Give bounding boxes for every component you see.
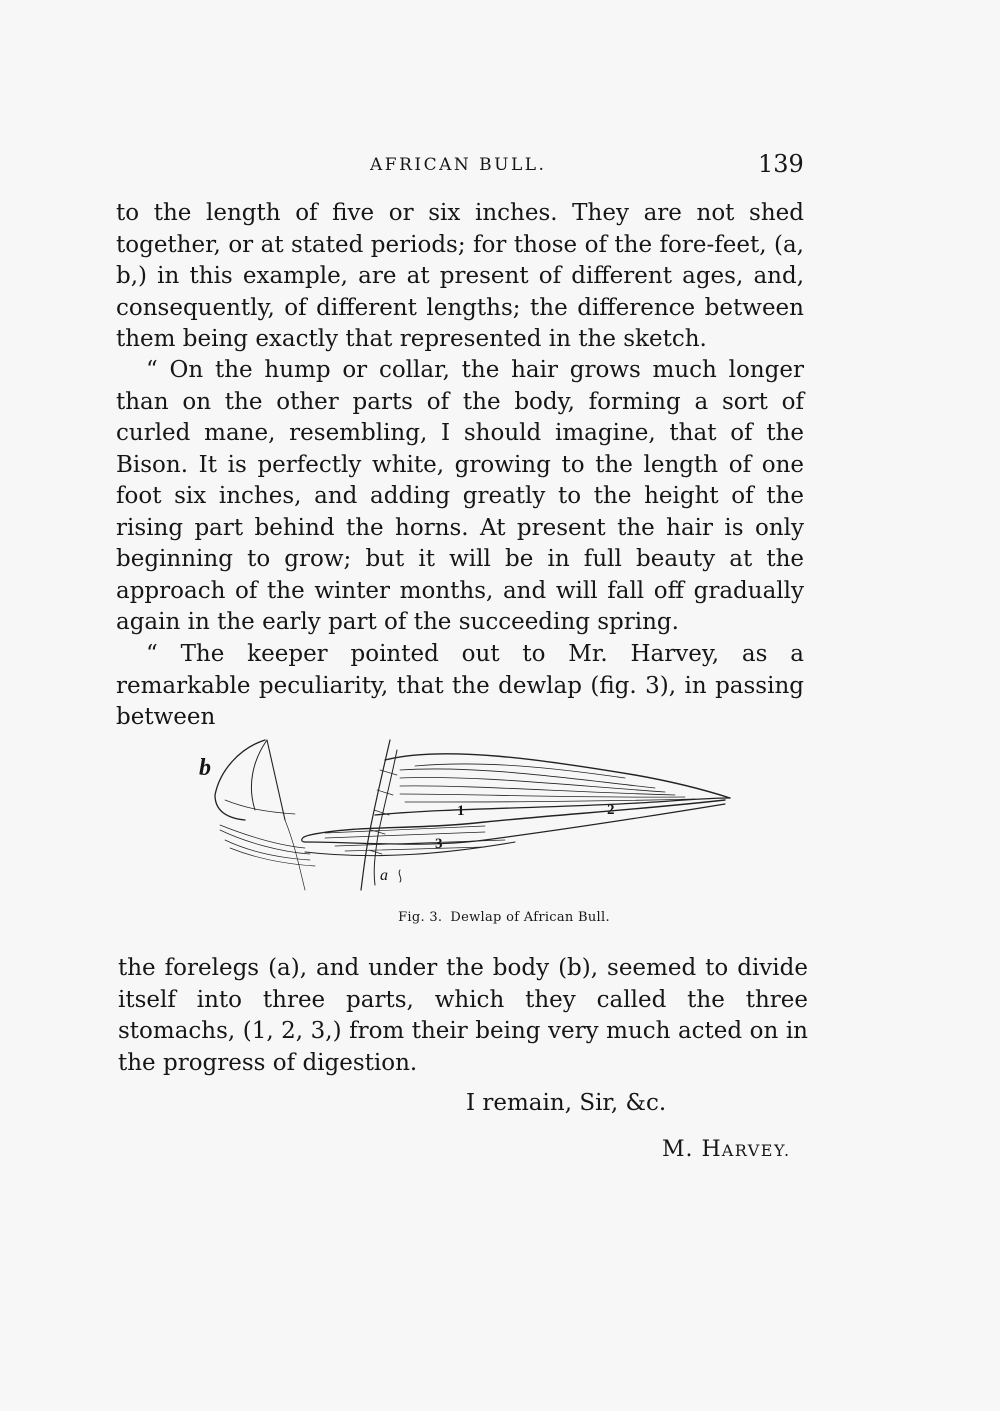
hair-hatching [220,800,315,890]
signature-initial: M. H [662,1137,722,1162]
figure-number: Fig. 3. [398,910,443,925]
paragraph-1: to the length of five or six inches. They are not shed together, or at stated periods; for those of the fore-feet, (a, b,) in this example, are at present of different ages, and, consequently, of different lengths; the difference between them being exactly that represented in the sketch. [116,200,804,352]
paragraph-3: “ The keeper pointed out to Mr. Harvey, as a remarkable peculiarity, that the dewlap (fig. 3), in passing between [116,641,804,730]
label-1: 1 [457,803,465,819]
label-3: 3 [435,836,443,852]
closing-salutation: I remain, Sir, &c. [466,1090,667,1116]
fold-tip [302,835,310,842]
paragraph-2: “ On the hump or collar, the hair grows much longer than on the other parts of the body, forming a sort of curled mane, resembling, I should imagine, that of the Bison. It is perfectly white, growing to the length of one foot six inches, and adding greatly to the height of the rising part behind the horns. At present the hair is only beginning to grow; but it will be in full beauty at the approach of the winter months, and will fall off gradually again in the early part of the succeeding spring. [116,357,804,635]
label-a: a [380,867,388,884]
body-outline [385,754,730,798]
dewlap-illustration [185,730,745,900]
signature [662,1137,791,1162]
signature-rest: ARVEY. [721,1141,791,1160]
dewlap-engraving [185,730,745,900]
figure-title: Dewlap of African Bull. [450,910,610,925]
hair-mass-b [215,740,265,820]
running-head [0,150,1000,180]
label-2: 2 [607,802,615,818]
page-number: 139 [758,150,804,178]
figure-caption [0,910,1000,925]
running-title: AFRICAN BULL. [370,155,547,175]
body-hatching [400,764,695,802]
body-lower-edge [375,798,730,815]
paragraph-4: the forelegs (a), and under the body (b), seemed to divide itself into three parts, which they called the three stomachs, (1, 2, 3,) from their being very much acted on in the progress of digestion. [118,955,808,1076]
label-b: b [199,755,211,781]
